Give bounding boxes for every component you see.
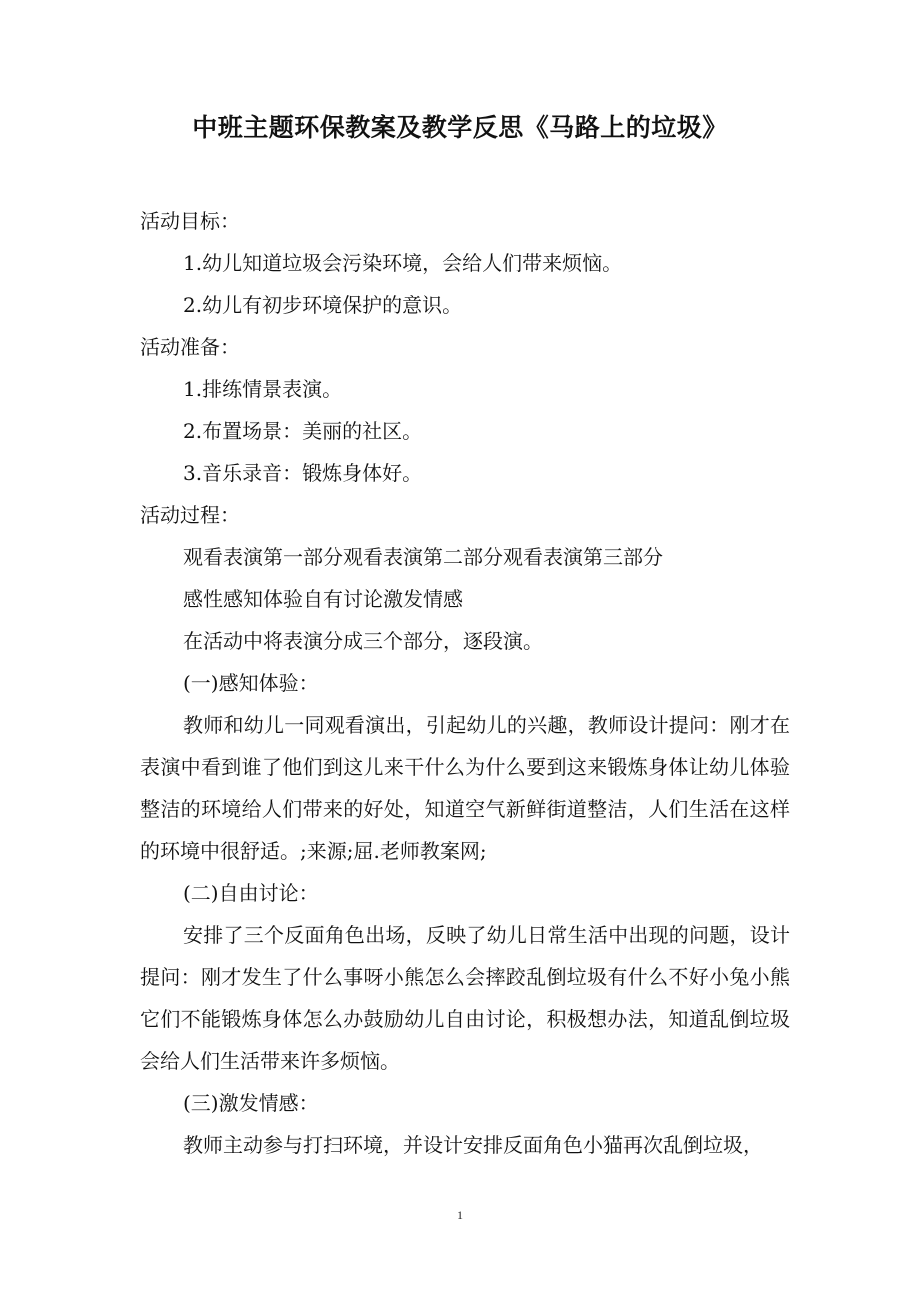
paragraph-14: 安排了三个反面角色出场，反映了幼儿日常生活中出现的问题，设计提问：刚才发生了什么事呀小熊怎么会摔跤乱倒垃圾有什么不好小兔小熊它们不能锻炼身体怎么办鼓励幼儿自由讨论，积极想办法，知道乱倒垃圾会给人们生活带来许多烦恼。 [140, 923, 790, 1073]
document-title: 中班主题环保教案及教学反思《马路上的垃圾》 [192, 113, 728, 142]
paragraph-9: 感性感知体验自有讨论激发情感 [183, 587, 463, 611]
paragraph-3: 活动准备： [140, 335, 240, 359]
paragraph-1: 1.幼儿知道垃圾会污染环境，会给人们带来烦恼。 [183, 251, 623, 275]
paragraph-0: 活动目标： [140, 209, 240, 233]
paragraph-7: 活动过程： [140, 503, 240, 527]
paragraph-11: (一)感知体验： [183, 671, 319, 695]
paragraph-12: 教师和幼儿一同观看演出，引起幼儿的兴趣，教师设计提问：刚才在表演中看到谁了他们到这儿来干什么为什么要到这来锻炼身体让幼儿体验整洁的环境给人们带来的好处，知道空气新鲜街道整洁，人们生活在这样的环境中很舒适。;来源;屈.老师教案网; [140, 713, 790, 863]
paragraph-2: 2.幼儿有初步环境保护的意识。 [183, 293, 463, 317]
page-number: 1 [457, 1208, 463, 1222]
document-body [140, 200, 790, 1166]
paragraph-5: 2.布置场景：美丽的社区。 [183, 419, 423, 443]
paragraph-10: 在活动中将表演分成三个部分，逐段演。 [183, 629, 543, 653]
paragraph-15: (三)激发情感： [183, 1091, 319, 1115]
paragraph-4: 1.排练情景表演。 [183, 377, 343, 401]
paragraph-16: 教师主动参与打扫环境，并设计安排反面角色小猫再次乱倒垃圾， [183, 1133, 763, 1157]
paragraph-8: 观看表演第一部分观看表演第二部分观看表演第三部分 [183, 545, 663, 569]
paragraph-6: 3.音乐录音：锻炼身体好。 [183, 461, 423, 485]
paragraph-13: (二)自由讨论： [183, 881, 319, 905]
